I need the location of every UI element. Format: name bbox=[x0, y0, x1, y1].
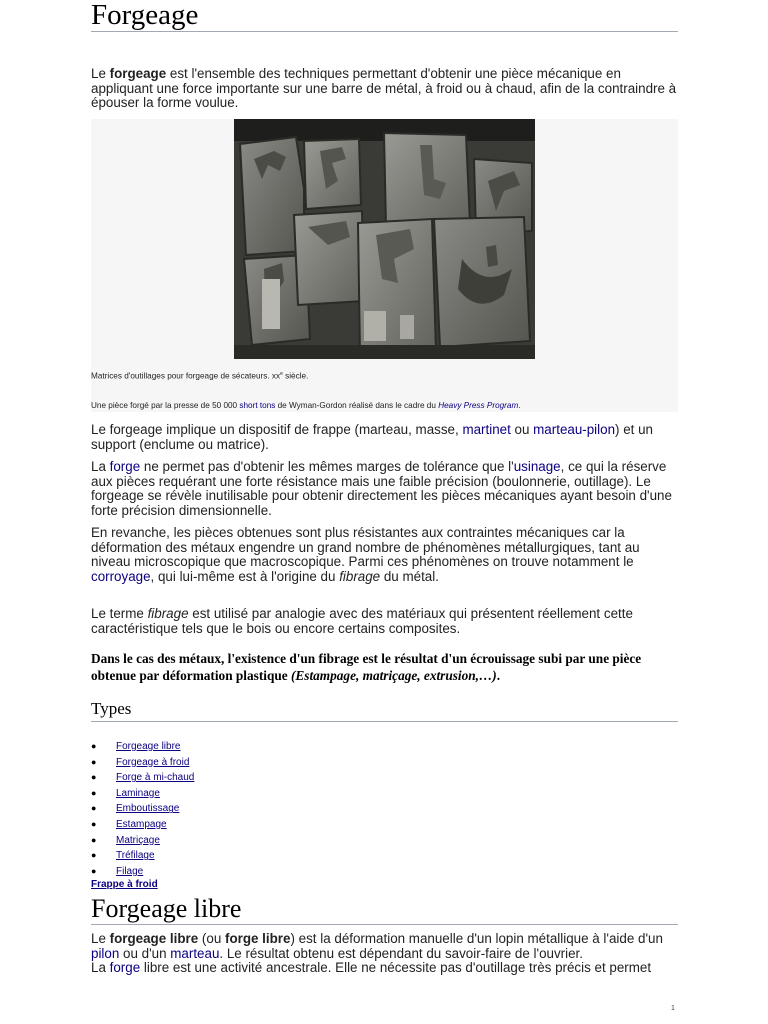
types-heading: Types bbox=[91, 698, 678, 722]
forge-link-2[interactable]: forge bbox=[109, 960, 141, 976]
para1-text: Le forgeage implique un dispositif de frappe (marteau, masse, bbox=[91, 422, 463, 437]
type-link[interactable]: Forge à mi-chaud bbox=[116, 772, 195, 784]
para2-text-2: ne permet pas d'obtenir les mêmes marges de tolérance que l' bbox=[140, 459, 514, 474]
s2-text-7: libre est une activité ancestrale. Elle ne nécessite pas d'outillage très précis et permet bbox=[140, 960, 652, 976]
intro-text-rest: est l'ensemble des techniques permettant d'obtenir une pièce mécanique en appliquant une force importante sur une barre de métal, à froid ou à chaud, afin de la contraindre à épouser la forme voulue. bbox=[91, 66, 677, 111]
quote-end: . bbox=[496, 668, 501, 683]
quote-text: Dans le cas des métaux, l'existence d'un fibrage est le résultat d'un écrouissage subi par une pièce obtenue par déformation plastique bbox=[91, 651, 642, 683]
frappe-a-froid-link[interactable]: Frappe à froid bbox=[91, 879, 158, 890]
forging-dies-photo bbox=[234, 119, 535, 359]
caption-2-text: Une pièce forgé par la presse de 50 000 bbox=[91, 401, 240, 410]
bullet-icon: ● bbox=[91, 756, 97, 767]
para1-text-2: ou bbox=[510, 422, 534, 437]
s2-bold-2: forge libre bbox=[224, 931, 291, 946]
bullet-icon: ● bbox=[91, 818, 97, 829]
type-link[interactable]: Laminage bbox=[116, 787, 160, 799]
s2-text-2: (ou bbox=[198, 931, 225, 946]
type-link[interactable]: Forgeage libre bbox=[116, 741, 181, 752]
fibrage-quote bbox=[91, 650, 681, 684]
heavy-press-program-link[interactable]: Heavy Press Program bbox=[438, 401, 519, 410]
short-tons-link[interactable]: short tons bbox=[239, 401, 276, 410]
s2-text: Le bbox=[91, 931, 110, 946]
s2-bold-1: forgeage libre bbox=[109, 931, 199, 946]
figure-caption-2 bbox=[91, 401, 521, 411]
pilon-link[interactable]: pilon bbox=[91, 945, 120, 961]
caption-1-text: Matrices d'outillages pour forgeage de sécateurs. xx bbox=[91, 371, 281, 381]
intro-text: Le bbox=[91, 66, 110, 81]
paragraph-tolerance bbox=[91, 460, 681, 519]
s2-text-3: ) est la déformation manuelle d'un lopin métallique à l'aide d'un bbox=[290, 931, 663, 946]
intro-bold-term: forgeage bbox=[109, 66, 167, 81]
bullet-icon: ● bbox=[91, 834, 97, 845]
bullet-icon: ● bbox=[91, 772, 97, 783]
type-link[interactable]: Estampage bbox=[116, 818, 167, 830]
page-title: Forgeage bbox=[91, 0, 678, 32]
marteau-pilon-link[interactable]: marteau-pilon bbox=[533, 422, 616, 437]
figure-caption-1 bbox=[91, 369, 308, 382]
caption-2-mid: de Wyman-Gordon réalisé dans le cadre du bbox=[275, 401, 439, 410]
intro-paragraph bbox=[91, 67, 681, 111]
type-link[interactable]: Filage bbox=[116, 865, 144, 877]
para4-text: Le terme bbox=[91, 606, 148, 621]
quote-italic: (Estampage, matriçage, extrusion,…) bbox=[290, 668, 497, 683]
caption-2-end: . bbox=[518, 401, 521, 410]
section-heading-forgeage-libre: Forgeage libre bbox=[91, 895, 678, 925]
para2-text-3: , ce qui la réserve aux pièces requérant une forte résistance mais une faible précision (boulonnerie, outillage). Le forgeage se révèle inutilisable pour obtenir directement les pièces mécaniques ayant besoin d'une forte précision dimensionnelle. bbox=[91, 459, 672, 519]
paragraph-resistance bbox=[91, 526, 681, 585]
figure-box bbox=[91, 119, 678, 412]
type-link[interactable]: Tréfilage bbox=[116, 850, 155, 862]
caption-1-end: siècle. bbox=[282, 371, 309, 381]
para3-text-3: du métal. bbox=[380, 569, 439, 585]
paragraph-forgeage-libre bbox=[91, 932, 681, 976]
martinet-link[interactable]: martinet bbox=[462, 422, 511, 437]
corroyage-link[interactable]: corroyage bbox=[91, 569, 151, 585]
paragraph-frappe bbox=[91, 423, 681, 452]
s2-text-6: La bbox=[91, 960, 110, 976]
fibrage-term: fibrage bbox=[147, 606, 189, 621]
forging-dies-image bbox=[234, 119, 535, 359]
caption-1-sup: e bbox=[280, 371, 283, 377]
fibrage-italic: fibrage bbox=[339, 569, 381, 585]
para1-text-3: ) et un support (enclume ou matrice). bbox=[91, 422, 653, 452]
bullet-icon: ● bbox=[91, 787, 97, 798]
bullet-icon: ● bbox=[91, 865, 97, 876]
type-link[interactable]: Matriçage bbox=[116, 834, 160, 846]
para2-text: La bbox=[91, 459, 110, 474]
para3-text: En revanche, les pièces obtenues sont plus résistantes aux contraintes mécaniques car la déformation des métaux engendre un grand nombre de phénomènes métallurgiques, tant au niveau microscopique que macroscopique. Parmi ces phénomènes on trouve notamment le bbox=[91, 525, 640, 570]
para4-text-2: est utilisé par analogie avec des matériaux qui présentent réellement cette caractéristique tels que le bois ou encore certains composites. bbox=[91, 606, 633, 636]
type-link[interactable]: Forgeage à froid bbox=[116, 756, 190, 768]
bullet-icon: ● bbox=[91, 803, 97, 814]
usinage-link[interactable]: usinage bbox=[513, 459, 561, 474]
forge-link[interactable]: forge bbox=[109, 459, 141, 474]
s2-text-5: . Le résultat obtenu est dépendant du savoir-faire de l'ouvrier. bbox=[219, 945, 583, 961]
type-link[interactable]: Emboutissage bbox=[116, 803, 180, 815]
marteau-link[interactable]: marteau bbox=[170, 945, 220, 961]
page-number: 1 bbox=[671, 1005, 675, 1012]
bullet-icon: ● bbox=[91, 741, 97, 751]
paragraph-fibrage bbox=[91, 607, 681, 636]
s2-text-4: ou d'un bbox=[119, 945, 171, 961]
para3-text-2: , qui lui-même est à l'origine du bbox=[150, 569, 340, 585]
bullet-icon: ● bbox=[91, 850, 97, 861]
